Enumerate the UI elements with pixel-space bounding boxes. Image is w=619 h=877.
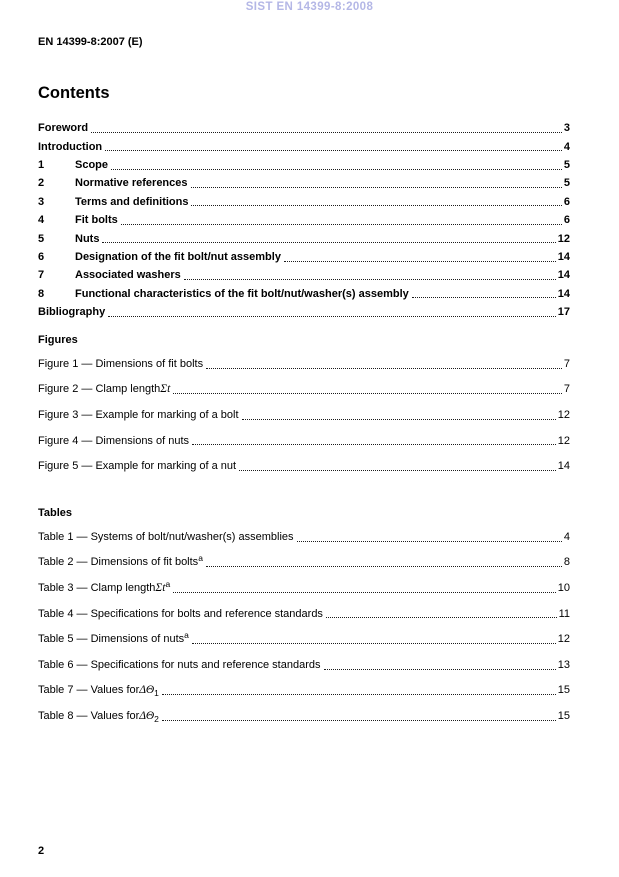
toc-label: Foreword [38,122,89,135]
dot-leader [204,351,563,377]
toc-label: Functional characteristics of the fit bolt/nut/washer(s) assembly [75,287,409,300]
table-page-number: 11 [558,607,570,620]
toc-page-number: 6 [563,214,570,227]
figure-page-number: 12 [557,408,570,421]
figures-list [38,351,570,479]
toc-label: Introduction [38,140,103,153]
footnote-marker: a [165,578,171,589]
dot-leader [106,303,557,321]
dot-leader [109,156,563,174]
dot-leader [240,402,557,428]
figure-page-number: 7 [563,357,570,370]
dot-leader [190,428,557,454]
table-page-number: 15 [557,709,570,722]
tables-heading: Tables [38,507,73,519]
dot-leader [204,550,563,576]
toc-clause-number: 5 [38,232,45,245]
toc-page-number: 14 [557,269,570,282]
toc-entry-fit-bolts [38,211,570,229]
toc-page-number: 17 [557,306,570,319]
math-symbol-delta-theta: ΔΘ [139,709,155,722]
dot-leader [237,453,557,479]
footnote-marker: a [198,553,203,564]
table-of-contents [38,119,570,321]
toc-entry-foreword [38,119,570,137]
dot-leader [171,377,563,403]
toc-clause-number: 8 [38,287,45,300]
dot-leader [100,229,556,247]
table-page-number: 8 [563,556,570,569]
figure-page-number: 12 [557,434,570,447]
document-reference: EN 14399-8:2007 (E) [38,36,143,48]
figure-label: Figure 3 — Example for marking of a bolt [38,408,239,421]
table-entry-2 [38,550,570,576]
figure-label: Figure 2 — Clamp length [38,383,161,396]
toc-entry-functional-characteristics [38,285,570,303]
toc-entry-scope [38,156,570,174]
figure-label: Figure 5 — Example for marking of a nut [38,460,237,473]
dot-leader [282,248,557,266]
toc-label: Fit bolts [75,214,118,227]
dot-leader [410,285,557,303]
toc-label: Associated washers [75,269,181,282]
dot-leader [190,626,557,652]
toc-page-number: 5 [563,158,570,171]
figures-heading: Figures [38,334,78,346]
tables-list [38,524,570,729]
table-entry-3 [38,575,570,601]
table-entry-7 [38,678,570,704]
math-symbol-sigma-t: Σt [160,383,171,396]
footnote-marker: a [184,630,189,641]
toc-entry-associated-washers [38,266,570,284]
toc-page-number: 3 [563,122,570,135]
dot-leader [295,524,563,550]
toc-entry-introduction [38,137,570,155]
toc-clause-number: 6 [38,250,45,263]
dot-leader [182,266,557,284]
toc-entry-normative-references [38,174,570,192]
math-symbol-delta-theta: ΔΘ [139,684,155,697]
toc-clause-number: 4 [38,214,45,227]
table-label: Table 6 — Specifications for nuts and reference standards [38,658,321,671]
toc-entry-nuts [38,229,570,247]
table-page-number: 4 [563,530,570,543]
figure-label: Figure 4 — Dimensions of nuts [38,434,190,447]
toc-page-number: 4 [563,140,570,153]
figure-page-number: 14 [557,460,570,473]
toc-page-number: 14 [557,287,570,300]
table-page-number: 10 [557,581,570,594]
table-label: Table 2 — Dimensions of fit bolts [38,556,199,569]
figure-page-number: 7 [563,383,570,396]
table-page-number: 13 [557,658,570,671]
toc-entry-bibliography [38,303,570,321]
dot-leader [89,119,563,137]
contents-heading: Contents [38,84,110,102]
table-page-number: 15 [557,684,570,697]
math-symbol-sigma-t: Σt [155,581,166,594]
dot-leader [189,193,562,211]
toc-clause-number: 3 [38,195,45,208]
figure-entry-2 [38,377,570,403]
dot-leader [160,703,557,729]
dot-leader [171,575,557,601]
toc-label: Normative references [75,177,188,190]
toc-label: Scope [75,158,109,171]
toc-entry-terms-definitions [38,193,570,211]
toc-entry-designation [38,248,570,266]
toc-label: Bibliography [38,306,106,319]
table-page-number: 12 [557,633,570,646]
table-entry-1 [38,524,570,550]
dot-leader [119,211,563,229]
toc-label: Designation of the fit bolt/nut assembly [75,250,281,263]
toc-page-number: 14 [557,250,570,263]
toc-clause-number: 1 [38,158,45,171]
table-label: Table 8 — Values for [38,709,140,722]
symbol-subscript: 2 [154,713,159,724]
table-entry-6 [38,652,570,678]
table-entry-4 [38,601,570,627]
table-label: Table 7 — Values for [38,684,140,697]
dot-leader [324,601,558,627]
figure-entry-5 [38,453,570,479]
toc-page-number: 5 [563,177,570,190]
dot-leader [322,652,557,678]
toc-clause-number: 2 [38,177,45,190]
dot-leader [189,174,563,192]
table-label: Table 3 — Clamp length [38,581,156,594]
figure-entry-1 [38,351,570,377]
toc-label: Nuts [75,232,100,245]
table-label: Table 4 — Specifications for bolts and reference standards [38,607,323,620]
table-entry-8 [38,703,570,729]
figure-entry-4 [38,428,570,454]
footer-page-number: 2 [38,845,45,857]
dot-leader [160,678,557,704]
toc-clause-number: 7 [38,269,45,282]
toc-label: Terms and definitions [75,195,189,208]
table-entry-5 [38,626,570,652]
figure-label: Figure 1 — Dimensions of fit bolts [38,357,204,370]
dot-leader [103,137,563,155]
toc-page-number: 12 [557,232,570,245]
figure-entry-3 [38,402,570,428]
watermark-standard-id: SIST EN 14399-8:2008 [245,1,374,13]
table-label: Table 5 — Dimensions of nuts [38,633,185,646]
symbol-subscript: 1 [154,688,159,699]
table-label: Table 1 — Systems of bolt/nut/washer(s) assemblies [38,530,294,543]
toc-page-number: 6 [563,195,570,208]
